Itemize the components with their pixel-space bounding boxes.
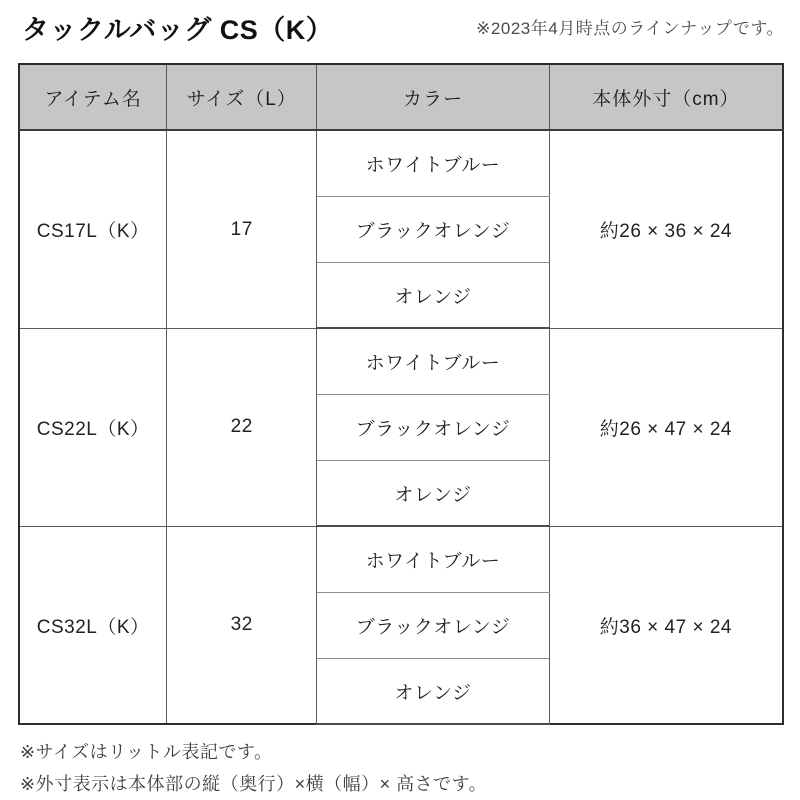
color-cell: ブラックオレンジ — [317, 592, 550, 658]
size-cell: 17 — [167, 130, 317, 328]
color-cell: ホワイトブルー — [317, 328, 550, 394]
color-cell: オレンジ — [317, 262, 550, 328]
lineup-date-note: ※2023年4月時点のラインナップです。 — [476, 19, 784, 38]
dimensions-cell: 約26 × 47 × 24 — [549, 328, 783, 526]
size-cell: 22 — [167, 328, 317, 526]
table-row — [19, 130, 783, 196]
header-size: サイズ（L） — [167, 64, 317, 130]
dimensions-cell: 約36 × 47 × 24 — [549, 526, 783, 724]
size-cell: 32 — [167, 526, 317, 724]
table-row — [19, 526, 783, 592]
color-cell: オレンジ — [317, 658, 550, 724]
dimensions-cell: 約26 × 36 × 24 — [549, 130, 783, 328]
item-name-cell: CS17L（K） — [19, 130, 167, 328]
color-cell: ブラックオレンジ — [317, 196, 550, 262]
color-cell: ホワイトブルー — [317, 526, 550, 592]
top-bar — [18, 12, 784, 46]
color-cell: ブラックオレンジ — [317, 394, 550, 460]
color-cell: ホワイトブルー — [317, 130, 550, 196]
color-cell: オレンジ — [317, 460, 550, 526]
table-row — [19, 328, 783, 394]
item-name-cell: CS22L（K） — [19, 328, 167, 526]
footnotes — [20, 736, 784, 800]
footnote-size-unit: ※サイズはリットル表記です。 — [20, 742, 273, 763]
header-color: カラー — [317, 64, 550, 130]
header-item-name: アイテム名 — [19, 64, 167, 130]
item-name-cell: CS32L（K） — [19, 526, 167, 724]
spec-table — [18, 63, 784, 725]
page-title: タックルバッグ CS（K） — [22, 15, 334, 45]
footnote-dimension-order: ※外寸表示は本体部の縦（奥行）×横（幅）× 高さです。 — [20, 774, 488, 795]
header-dimensions: 本体外寸（cm） — [549, 64, 783, 130]
table-header-row — [19, 64, 783, 130]
